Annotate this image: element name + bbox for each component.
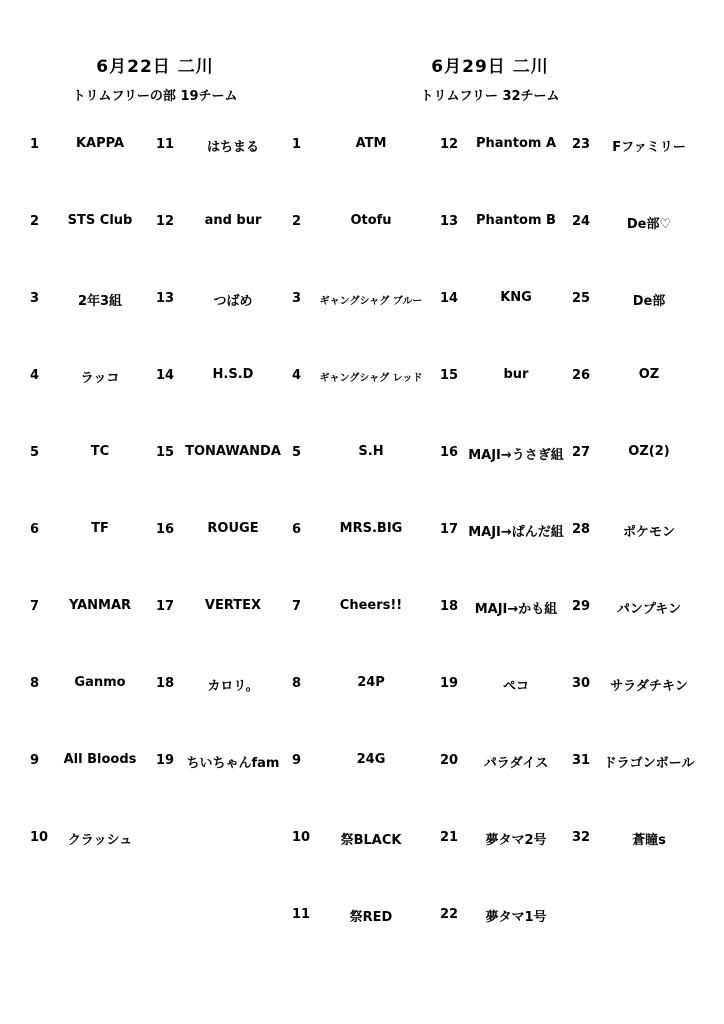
team-name: TC (90, 444, 110, 459)
team-number: 9 (292, 753, 302, 768)
team-number: 14 (156, 368, 175, 383)
event2-date: 6月29日 二川 (431, 57, 549, 77)
team-name: and bur (204, 213, 262, 228)
team-number: 16 (440, 445, 459, 460)
team-number: 27 (572, 445, 591, 460)
team-number: 8 (292, 676, 302, 691)
team-name: 2年3組 (77, 294, 123, 309)
team-name: De部♡ (626, 217, 672, 232)
team-name: ちいちゃんfam (186, 756, 280, 771)
team-number: 17 (156, 599, 175, 614)
team-number: 20 (440, 753, 459, 768)
team-number: 15 (440, 368, 459, 383)
team-name: KNG (500, 290, 532, 305)
team-number: 3 (292, 291, 302, 306)
team-number: 16 (156, 522, 175, 537)
team-name: MAJI→かも組 (474, 602, 558, 617)
team-name: ペコ (502, 679, 529, 694)
team-name: クラッシュ (67, 833, 133, 848)
team-name: ROUGE (207, 521, 259, 536)
team-name: 夢タマ1号 (485, 910, 547, 925)
team-number: 14 (440, 291, 459, 306)
team-name: Ganmo (74, 675, 126, 690)
team-number: 18 (156, 676, 175, 691)
team-number: 1 (30, 137, 40, 152)
team-name: STS Club (67, 213, 133, 228)
team-name: MRS.BIG (339, 521, 403, 536)
team-number: 31 (572, 753, 591, 768)
team-name: ポケモン (622, 525, 675, 540)
team-name: パラダイス (483, 756, 549, 771)
team-number: 19 (440, 676, 459, 691)
team-number: 5 (292, 445, 302, 460)
team-name: 24P (357, 675, 385, 690)
team-name: Cheers!! (339, 598, 403, 613)
team-number: 2 (292, 214, 302, 229)
team-number: 22 (440, 907, 459, 922)
team-name: S.H (358, 444, 384, 459)
event2-subtitle: トリムフリー 32チーム (420, 89, 560, 104)
team-name: bur (503, 367, 529, 382)
team-name: ATM (355, 136, 387, 151)
team-number: 30 (572, 676, 591, 691)
team-number: 9 (30, 753, 40, 768)
team-name: OZ(2) (628, 444, 670, 459)
team-name: VERTEX (204, 598, 262, 613)
team-number: 2 (30, 214, 40, 229)
team-number: 6 (292, 522, 302, 537)
team-name: TF (91, 521, 109, 536)
team-number: 6 (30, 522, 40, 537)
team-number: 3 (30, 291, 40, 306)
team-name: MAJI→うさぎ組 (468, 448, 564, 463)
team-number: 8 (30, 676, 40, 691)
team-number: 10 (30, 830, 49, 845)
team-number: 5 (30, 445, 40, 460)
team-number: 13 (440, 214, 459, 229)
team-name: ギャングシャグ ブルー (319, 296, 423, 307)
team-number: 7 (30, 599, 40, 614)
team-name: 祭BLACK (340, 833, 402, 848)
team-number: 12 (440, 137, 459, 152)
event1-header (35, 52, 275, 104)
team-name: OZ (638, 367, 660, 382)
team-number: 29 (572, 599, 591, 614)
team-number: 11 (292, 907, 311, 922)
team-name: 24G (356, 752, 386, 767)
team-number: 4 (30, 368, 40, 383)
team-name: ラッコ (80, 371, 120, 386)
team-name: 蒼瞳s (632, 833, 666, 848)
team-number: 19 (156, 753, 175, 768)
team-name: TONAWANDA (185, 444, 281, 459)
event1-date: 6月22日 二川 (96, 57, 214, 77)
team-number: 4 (292, 368, 302, 383)
team-number: 10 (292, 830, 311, 845)
team-name: Fファミリー (612, 140, 686, 155)
team-number: 32 (572, 830, 591, 845)
team-name: Phantom B (476, 213, 556, 228)
team-number: 21 (440, 830, 459, 845)
event2-header (385, 52, 595, 104)
team-number: 12 (156, 214, 175, 229)
team-name: Otofu (350, 213, 392, 228)
team-name: MAJI→ぱんだ組 (468, 525, 564, 540)
team-name: H.S.D (212, 367, 254, 382)
team-number: 11 (156, 137, 175, 152)
team-name: All Bloods (63, 752, 137, 767)
team-number: 23 (572, 137, 591, 152)
team-number: 26 (572, 368, 591, 383)
team-number: 7 (292, 599, 302, 614)
team-number: 28 (572, 522, 591, 537)
team-name: De部 (632, 294, 666, 309)
team-name: YANMAR (68, 598, 132, 613)
team-name: はちまる (206, 140, 259, 155)
team-number: 25 (572, 291, 591, 306)
team-number: 24 (572, 214, 591, 229)
team-number: 15 (156, 445, 175, 460)
team-name: サラダチキン (610, 679, 688, 694)
team-name: パンプキン (616, 602, 682, 617)
event1-subtitle: トリムフリーの部 19チーム (72, 89, 238, 104)
team-number: 17 (440, 522, 459, 537)
team-name: KAPPA (75, 136, 125, 151)
team-name: カロリ。 (207, 679, 259, 694)
team-number: 13 (156, 291, 175, 306)
team-number: 18 (440, 599, 459, 614)
team-number: 1 (292, 137, 302, 152)
team-name: Phantom A (475, 136, 557, 151)
team-name: ギャングシャグ レッド (319, 373, 423, 384)
team-name: ドラゴンボール (603, 756, 695, 771)
team-name: つばめ (213, 294, 253, 309)
team-name: 祭RED (349, 910, 393, 925)
team-name: 夢タマ2号 (485, 833, 547, 848)
